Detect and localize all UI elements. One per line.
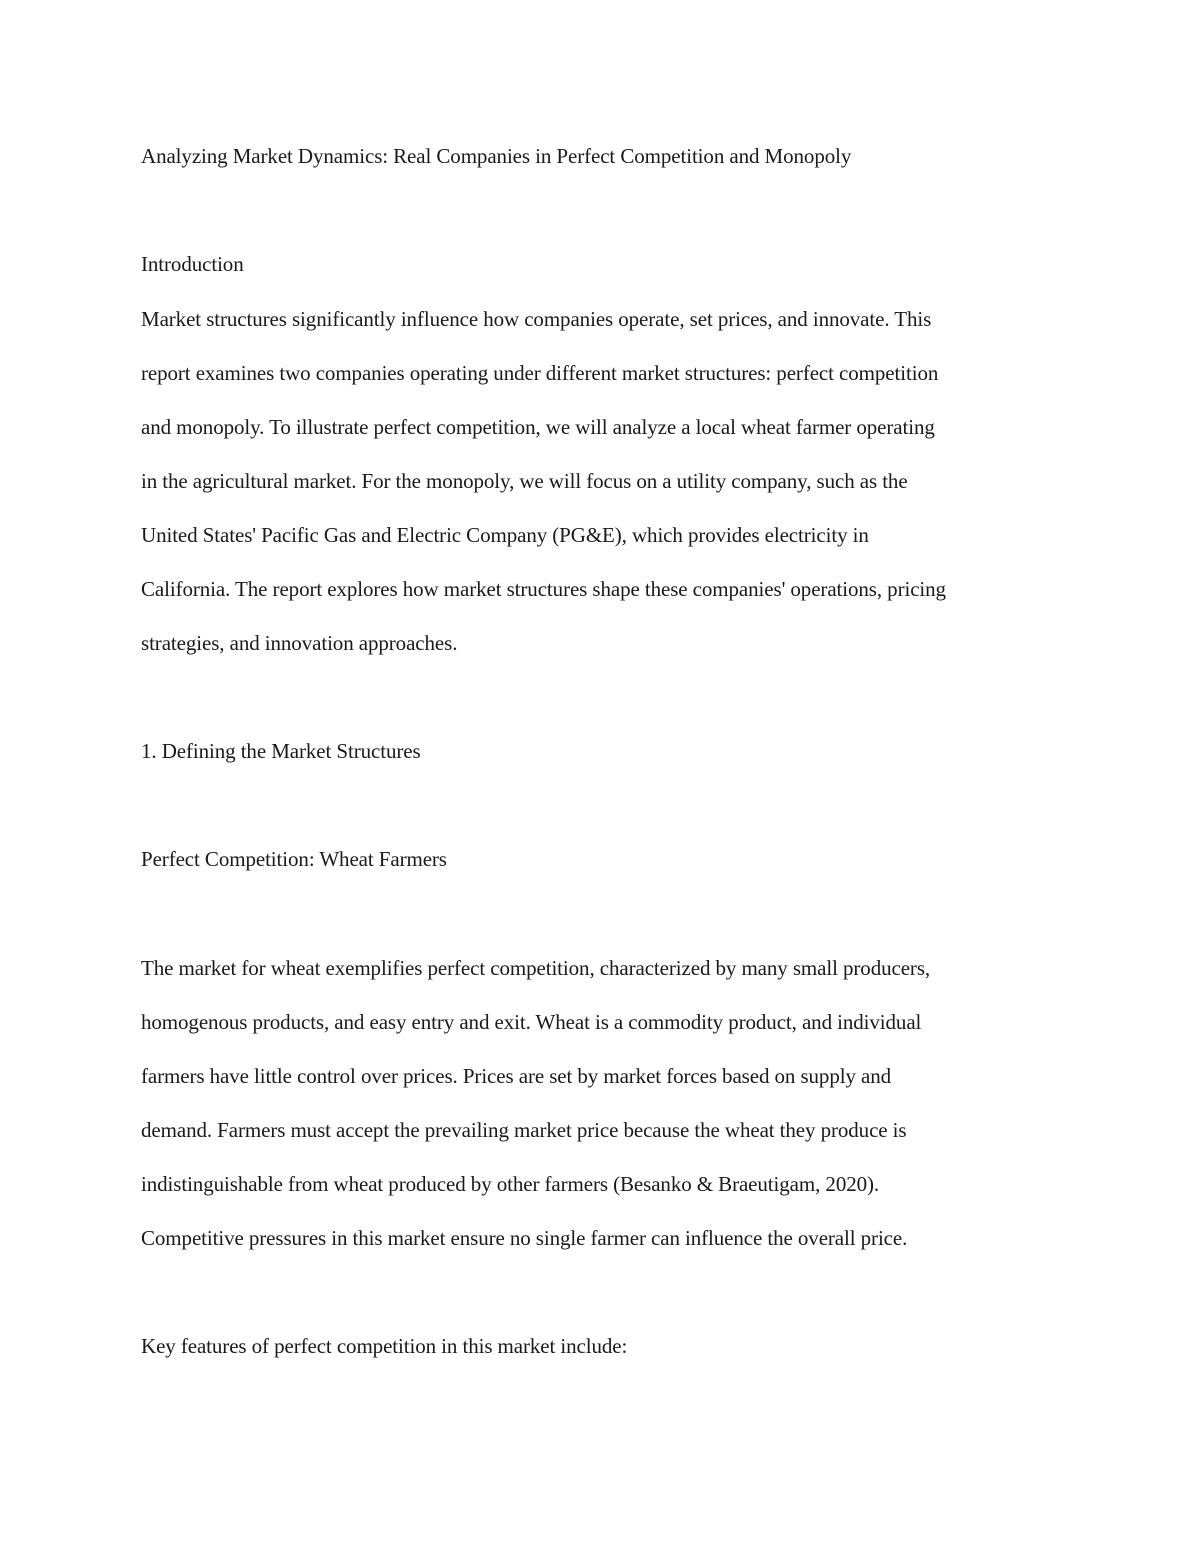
intro-line: and monopoly. To illustrate perfect competition, we will analyze a local wheat farmer operating [141, 415, 935, 439]
intro-line: Market structures significantly influence how companies operate, set prices, and innovate. This [141, 307, 932, 331]
document-title: Analyzing Market Dynamics: Real Companies in Perfect Competition and Monopoly [141, 144, 852, 168]
paragraph-line: indistinguishable from wheat produced by other farmers (Besanko & Braeutigam, 2020). [141, 1172, 880, 1196]
intro-line: strategies, and innovation approaches. [141, 631, 458, 655]
paragraph-line: Competitive pressures in this market ensure no single farmer can influence the overall price. [141, 1226, 908, 1250]
intro-line: California. The report explores how market structures shape these companies' operations, pricing [141, 577, 946, 601]
intro-line: United States' Pacific Gas and Electric Company (PG&E), which provides electricity in [141, 523, 869, 547]
introduction-heading: Introduction [141, 252, 244, 276]
section-heading: 1. Defining the Market Structures [141, 739, 421, 763]
paragraph-line: The market for wheat exemplifies perfect competition, characterized by many small producers, [141, 956, 931, 980]
intro-line: report examines two companies operating under different market structures: perfect competition [141, 361, 939, 385]
paragraph-line: farmers have little control over prices. Prices are set by market forces based on supply and [141, 1064, 892, 1088]
key-features-line: Key features of perfect competition in this market include: [141, 1334, 628, 1358]
subsection-heading: Perfect Competition: Wheat Farmers [141, 847, 447, 871]
paragraph-line: demand. Farmers must accept the prevailing market price because the wheat they produce is [141, 1118, 907, 1142]
paragraph-line: homogenous products, and easy entry and exit. Wheat is a commodity product, and individual [141, 1010, 922, 1034]
intro-line: in the agricultural market. For the monopoly, we will focus on a utility company, such as the [141, 469, 908, 493]
